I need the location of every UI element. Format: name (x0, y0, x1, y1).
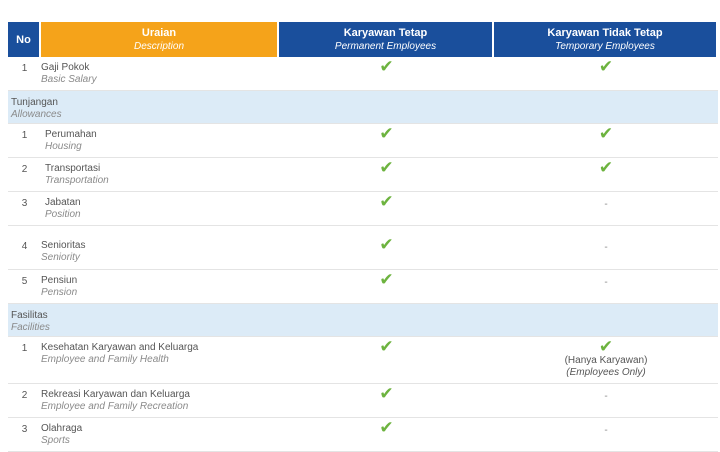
header-temporary-label-en: Temporary Employees (555, 40, 655, 52)
row-number: 2 (21, 390, 28, 401)
row-description (41, 192, 279, 225)
row-description (41, 384, 279, 417)
section-label-en: Facilities (11, 322, 50, 333)
row-label: Kesehatan Karyawan and Keluarga (41, 342, 199, 353)
check-icon: ✔ (598, 124, 614, 143)
row-description (41, 418, 279, 451)
check-icon: ✔ (379, 158, 394, 177)
header-temporary (494, 22, 716, 57)
header-permanent (279, 22, 492, 57)
row-label-en: Employee and Family Recreation (41, 401, 189, 412)
section-label: Fasilitas (11, 310, 48, 321)
header-description-label: Uraian (141, 26, 177, 39)
check-icon: ✔ (379, 270, 394, 289)
dash-mark: - (604, 391, 608, 402)
table-row (8, 226, 718, 270)
check-icon: ✔ (379, 384, 394, 403)
header-description-label-en: Description (133, 40, 185, 52)
row-description (41, 158, 279, 191)
check-icon: ✔ (598, 337, 614, 356)
table-header (8, 22, 718, 57)
row-label: Jabatan (45, 197, 81, 208)
row-label-en: Employee and Family Health (41, 354, 169, 365)
header-temporary-label: Karyawan Tidak Tetap (547, 26, 663, 39)
section-label: Tunjangan (11, 97, 58, 108)
row-label-en: Sports (41, 435, 70, 446)
dash-mark: - (604, 277, 608, 288)
benefits-table (8, 22, 718, 452)
check-icon: ✔ (379, 192, 394, 211)
check-icon: ✔ (379, 418, 394, 437)
row-number: 3 (21, 198, 28, 209)
row-number: 4 (21, 241, 28, 252)
header-no-label: No (16, 33, 31, 46)
header-no (8, 22, 39, 57)
section-label-en: Allowances (11, 109, 62, 120)
header-permanent-label-en: Permanent Employees (334, 40, 437, 52)
table-row (8, 192, 718, 226)
row-label-en: Housing (45, 141, 82, 152)
row-label-en: Pension (41, 287, 78, 298)
check-icon: ✔ (598, 158, 614, 177)
row-label: Perumahan (45, 129, 97, 140)
row-number: 5 (21, 276, 28, 287)
check-icon: ✔ (379, 235, 394, 254)
row-number: 1 (21, 130, 28, 141)
dash-mark: - (604, 425, 608, 436)
row-label: Pensiun (41, 275, 78, 286)
table-row (8, 158, 718, 192)
row-number: 2 (21, 164, 28, 175)
row-description (41, 226, 279, 269)
table-row (8, 124, 718, 158)
row-label: Rekreasi Karyawan dan Keluarga (41, 389, 190, 400)
table-row (8, 337, 718, 384)
dash-mark: - (604, 242, 608, 253)
row-description (41, 57, 279, 90)
header-description (41, 22, 277, 57)
section-facilities (8, 304, 718, 337)
row-label-en: Position (45, 209, 81, 220)
table-row (8, 57, 718, 91)
row-number: 1 (21, 63, 28, 74)
row-label: Transportasi (45, 163, 101, 174)
check-icon: ✔ (598, 57, 614, 76)
employees-only-note-en: (Employees Only) (566, 367, 646, 378)
row-label-en: Seniority (41, 252, 80, 263)
row-description (41, 124, 279, 157)
dash-mark: - (604, 199, 608, 210)
row-label: Olahraga (41, 423, 83, 434)
check-icon: ✔ (379, 124, 394, 143)
row-label: Gaji Pokok (41, 62, 90, 73)
employees-only-note: (Hanya Karyawan) (564, 355, 648, 366)
row-label-en: Transportation (45, 175, 109, 186)
section-allowances (8, 91, 718, 124)
table-row (8, 418, 718, 452)
row-label-en: Basic Salary (41, 74, 97, 85)
table-row (8, 384, 718, 418)
check-icon: ✔ (379, 337, 394, 356)
row-label: Senioritas (41, 240, 86, 251)
header-permanent-label: Karyawan Tetap (343, 26, 428, 39)
row-description (41, 270, 279, 303)
table-row (8, 270, 718, 304)
row-number: 3 (21, 424, 28, 435)
check-icon: ✔ (379, 57, 394, 76)
row-description (41, 337, 279, 383)
row-number: 1 (21, 343, 28, 354)
